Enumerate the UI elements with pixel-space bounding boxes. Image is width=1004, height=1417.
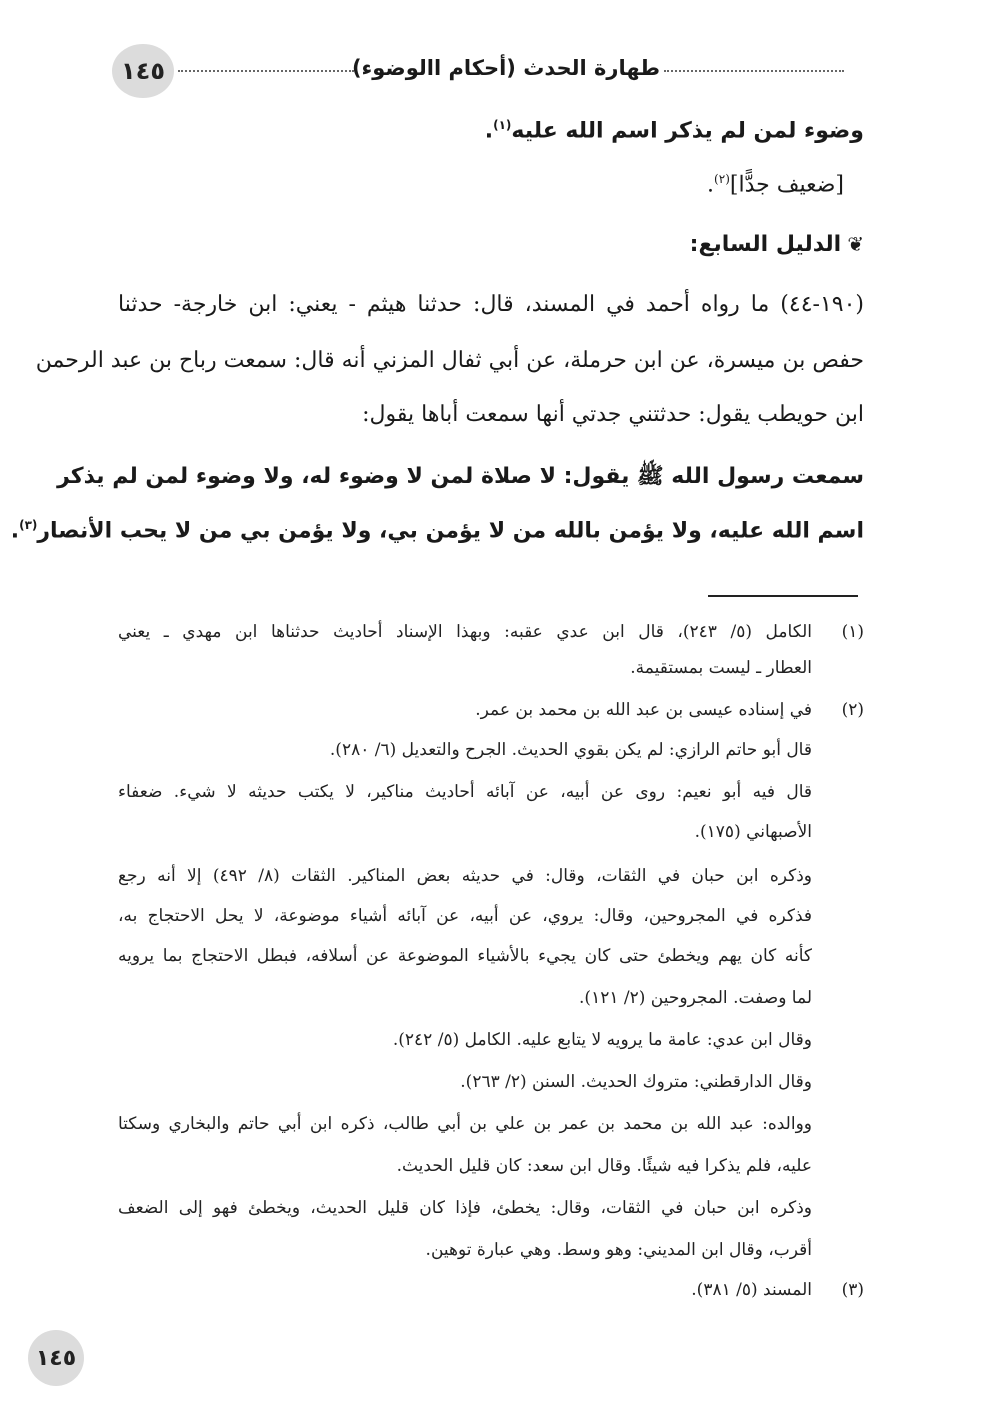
footnote-text: قال فيه أبو نعيم: روى عن أبيه، عن آبائه أحاديث مناكير، لا يكتب حديثه لا شيء. ضعفاء xyxy=(118,782,812,802)
footnote-line xyxy=(118,1114,812,1134)
section-heading xyxy=(690,232,864,257)
text-line: ابن حويطب يقول: حدثتني جدتي أنها سمعت أباها يقول: xyxy=(362,402,864,427)
footnote-text: الكامل (٥/ ٢٤٣)، قال ابن عدي عقبه: وبهذا الإسناد أحاديث حدثناها ابن مهدي ـ يعني xyxy=(118,622,813,642)
section-title: الدليل السابع: xyxy=(689,232,842,257)
footnote-line xyxy=(579,988,812,1008)
footnote-text: وذكره ابن حبان في الثقات، وقال: يخطئ، فإذا كان قليل الحديث، ويخطئ فهو إلى الضعف xyxy=(118,1198,812,1218)
footnote-text: الأصبهاني (١٧٥). xyxy=(694,822,812,842)
footnote-line xyxy=(118,946,812,966)
footnote-line xyxy=(330,740,812,760)
leaf-icon: ❦ xyxy=(847,232,864,256)
footnote-separator xyxy=(708,595,858,597)
footnote-text: أقرب، وقال ابن المديني: وهو وسط. وهي عبارة توهين. xyxy=(425,1240,812,1260)
footnote-line xyxy=(118,906,812,926)
footnote-ref: (١) xyxy=(493,118,512,132)
footnote-ref: (٢) xyxy=(714,172,730,186)
footnote-line xyxy=(630,658,812,678)
footnote-line xyxy=(393,1030,812,1050)
footnote-text: عليه، فلم يذكرا فيه شيئًا. وقال ابن سعد: كان قليل الحديث. xyxy=(396,1156,812,1176)
header-leader-dots xyxy=(664,70,844,72)
footnote-number: (٢) xyxy=(841,700,864,720)
footnote-text: قال أبو حاتم الرازي: لم يكن بقوي الحديث. الجرح والتعديل (٦/ ٢٨٠). xyxy=(329,740,812,760)
grading-line: [ضعيف جدًّا]$^{(٢)}$. xyxy=(707,172,844,198)
footnote-line xyxy=(695,822,812,842)
footnote-text: لما وصفت. المجروحين (٢/ ١٢١). xyxy=(579,988,812,1008)
page-number: ١٤٥ xyxy=(35,1345,77,1371)
paragraph-line xyxy=(118,292,864,317)
footnote-line xyxy=(475,700,812,720)
footnote-text: فذكره في المجروحين، وقال: يروي، عن أبيه، عن آبائه أشياء موضوعة، لا يحل الاحتجاج به، xyxy=(118,906,812,926)
footnote-text: المسند (٥/ ٣٨١). xyxy=(691,1280,812,1300)
footnote-number: (١) xyxy=(841,622,864,642)
paragraph-line xyxy=(362,402,864,427)
header-leader-dots xyxy=(178,70,354,72)
footnote-line xyxy=(460,1072,812,1092)
running-header-title: طهارة الحدث (أحكام االوضوء) xyxy=(351,56,660,80)
footnote-text: وذكره ابن حبان في الثقات، وقال: في حديثه بعض المناكير. الثقات (٨/ ٤٩٢) إلا أنه رجع xyxy=(118,866,812,886)
page-number: ١٤٥ xyxy=(121,57,165,85)
page-number-badge xyxy=(112,44,174,98)
footnote-text: ووالده: عبد الله بن محمد بن عمر بن علي بن أبي طالب، ذكره ابن أبي حاتم والبخاري وسكتا xyxy=(118,1114,812,1134)
footnote-line xyxy=(118,782,812,802)
footnote-line xyxy=(426,1240,812,1260)
text-line: حفص بن ميسرة، عن ابن حرملة، عن أبي ثفال المزني أنه قال: سمعت رباح بن عبد الرحمن xyxy=(35,348,864,373)
hadith-line xyxy=(57,462,864,494)
footnote-ref: (٣) xyxy=(19,518,38,532)
footnote-text: وقال الدارقطني: متروك الحديث. السنن (٢/ ٢٦٣). xyxy=(460,1072,812,1092)
footnote-line xyxy=(397,1156,812,1176)
hadith-line: اسم الله عليه، ولا يؤمن بالله من لا يؤمن بي، ولا يؤمن بي من لا يحب الأنصار$^{(٣)}$. xyxy=(10,518,864,544)
footnote-line xyxy=(118,622,812,642)
grading-text: [ضعيف جدًّا] xyxy=(729,172,844,198)
footnote-text: وقال ابن عدي: عامة ما يرويه لا يتابع عليه. الكامل (٥/ ٢٤٢). xyxy=(392,1030,812,1050)
footnote-text: كأنه كان يهم ويخطئ حتى كان يجيء بالأشياء الموضوعة عن أسلافه، فبطل الاحتجاج بما يرويه xyxy=(118,946,812,966)
hadith-text: اسم الله عليه، ولا يؤمن بالله من لا يؤمن بي، ولا يؤمن بي من لا يحب الأنصار xyxy=(37,518,864,544)
footnote-text: في إسناده عيسى بن عبد الله بن محمد بن عمر. xyxy=(475,700,812,720)
main-line-1: وضوء لمن لم يذكر اسم الله عليه$^{(١)}$. xyxy=(484,118,864,144)
hadith-text: سمعت رسول الله ﷺ يقول: لا صلاة لمن لا وضوء له، ولا وضوء لمن لم يذكر xyxy=(57,464,864,489)
footnote-text: العطار ـ ليست بمستقيمة. xyxy=(630,658,812,678)
footnote-line xyxy=(118,1198,812,1218)
footnote-number: (٣) xyxy=(841,1280,864,1300)
paragraph-line xyxy=(35,348,864,373)
main-text: وضوء لمن لم يذكر اسم الله عليه xyxy=(511,118,864,144)
text-line: (١٩٠-٤٤) ما رواه أحمد في المسند، قال: حدثنا هيثم - يعني: ابن خارجة- حدثنا xyxy=(118,292,864,317)
page-number-badge-bottom xyxy=(28,1330,84,1386)
footnote-line xyxy=(691,1280,812,1300)
footnote-line xyxy=(118,866,812,886)
